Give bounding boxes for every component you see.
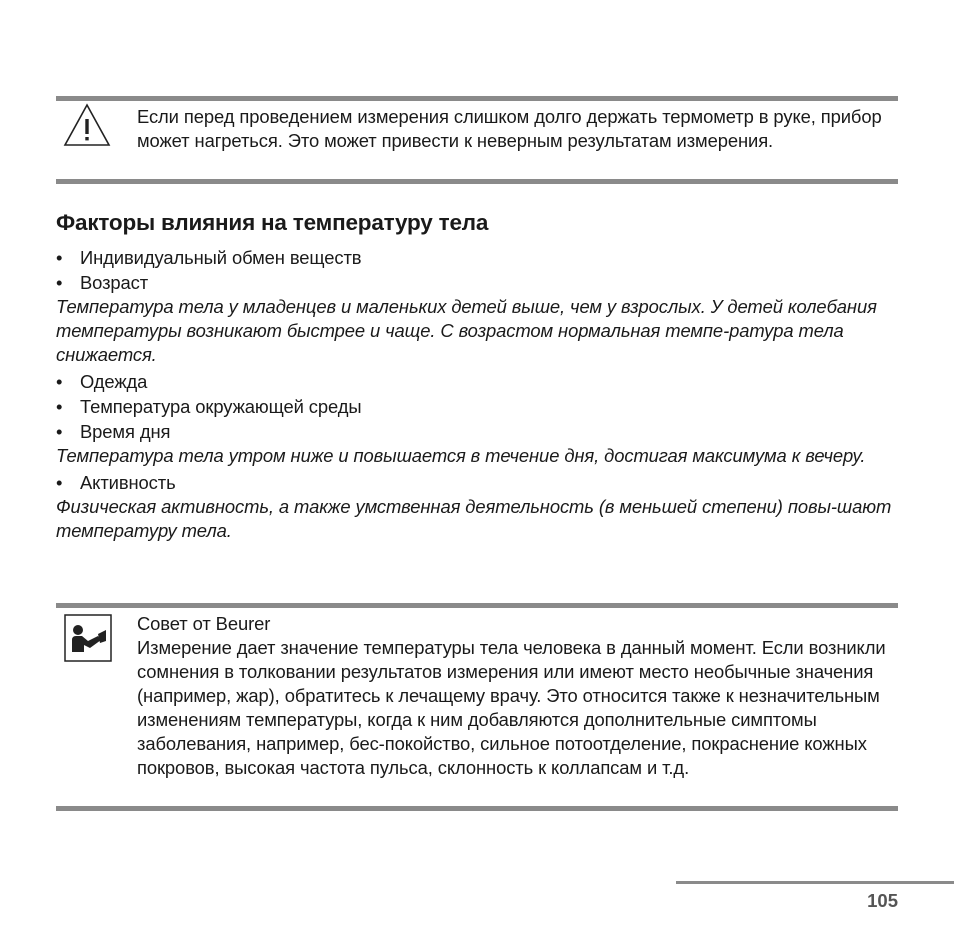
factors-list (56, 245, 898, 545)
warning-bottom-rule (56, 179, 898, 184)
tip-box (137, 612, 902, 780)
doctor-tip-icon (64, 614, 112, 662)
list-item (56, 394, 898, 419)
bullet-dot: • (56, 247, 63, 268)
page-number: 105 (867, 890, 898, 911)
list-item-label: Индивидуальный обмен веществ (80, 247, 362, 268)
list-item-note: Температура тела утром ниже и повышается в течение дня, достигая максимума к вечеру. (56, 445, 866, 466)
section-heading: Факторы влияния на температуру тела (56, 210, 489, 235)
tip-top-rule (56, 603, 898, 608)
page-number-rule (676, 881, 954, 884)
list-item (56, 369, 898, 394)
list-item (56, 270, 898, 295)
list-item-note: Физическая активность, а также умственная деятельность (в меньшей степени) повы-шают температуру тела. (56, 496, 892, 541)
bullet-dot: • (56, 272, 63, 293)
tip-title: Совет от Beurer (137, 613, 271, 634)
bullet-dot: • (56, 396, 63, 417)
bullet-dot: • (56, 371, 63, 392)
list-item-label: Температура окружающей среды (80, 396, 362, 417)
warning-text: Если перед проведением измерения слишком долго держать термометр в руке, прибор может нагреться. Это может привести к неверным результатам измерения. (137, 106, 882, 151)
warning-triangle-icon (62, 102, 112, 148)
tip-bottom-rule (56, 806, 898, 811)
list-item-label: Одежда (80, 371, 148, 392)
list-item-note: Температура тела у младенцев и маленьких детей выше, чем у взрослых. У детей колебания температуры возникают быстрее и чаще. С возрастом нормальная темпе-ратура тела снижается. (56, 296, 877, 365)
warning-top-rule (56, 96, 898, 101)
list-item-label: Возраст (80, 272, 149, 293)
list-item-label: Время дня (80, 421, 171, 442)
list-item (56, 470, 898, 495)
tip-text: Измерение дает значение температуры тела человека в данный момент. Если возникли сомнения в толковании результатов измерения или имеют место необычные значения (например, жар), обратитесь к лечащему врачу. Это относится также к незначительным изменениям температуры, когда к ним добавляются дополнительные симптомы заболевания, например, бес-покойство, сильное потоотделение, покраснение кожных покровов, высокая частота пульса, склонность к коллапсам и т.д. (137, 637, 886, 778)
list-item (56, 419, 898, 444)
list-item-label: Активность (80, 472, 176, 493)
bullet-dot: • (56, 472, 63, 493)
list-item (56, 245, 898, 270)
bullet-dot: • (56, 421, 63, 442)
